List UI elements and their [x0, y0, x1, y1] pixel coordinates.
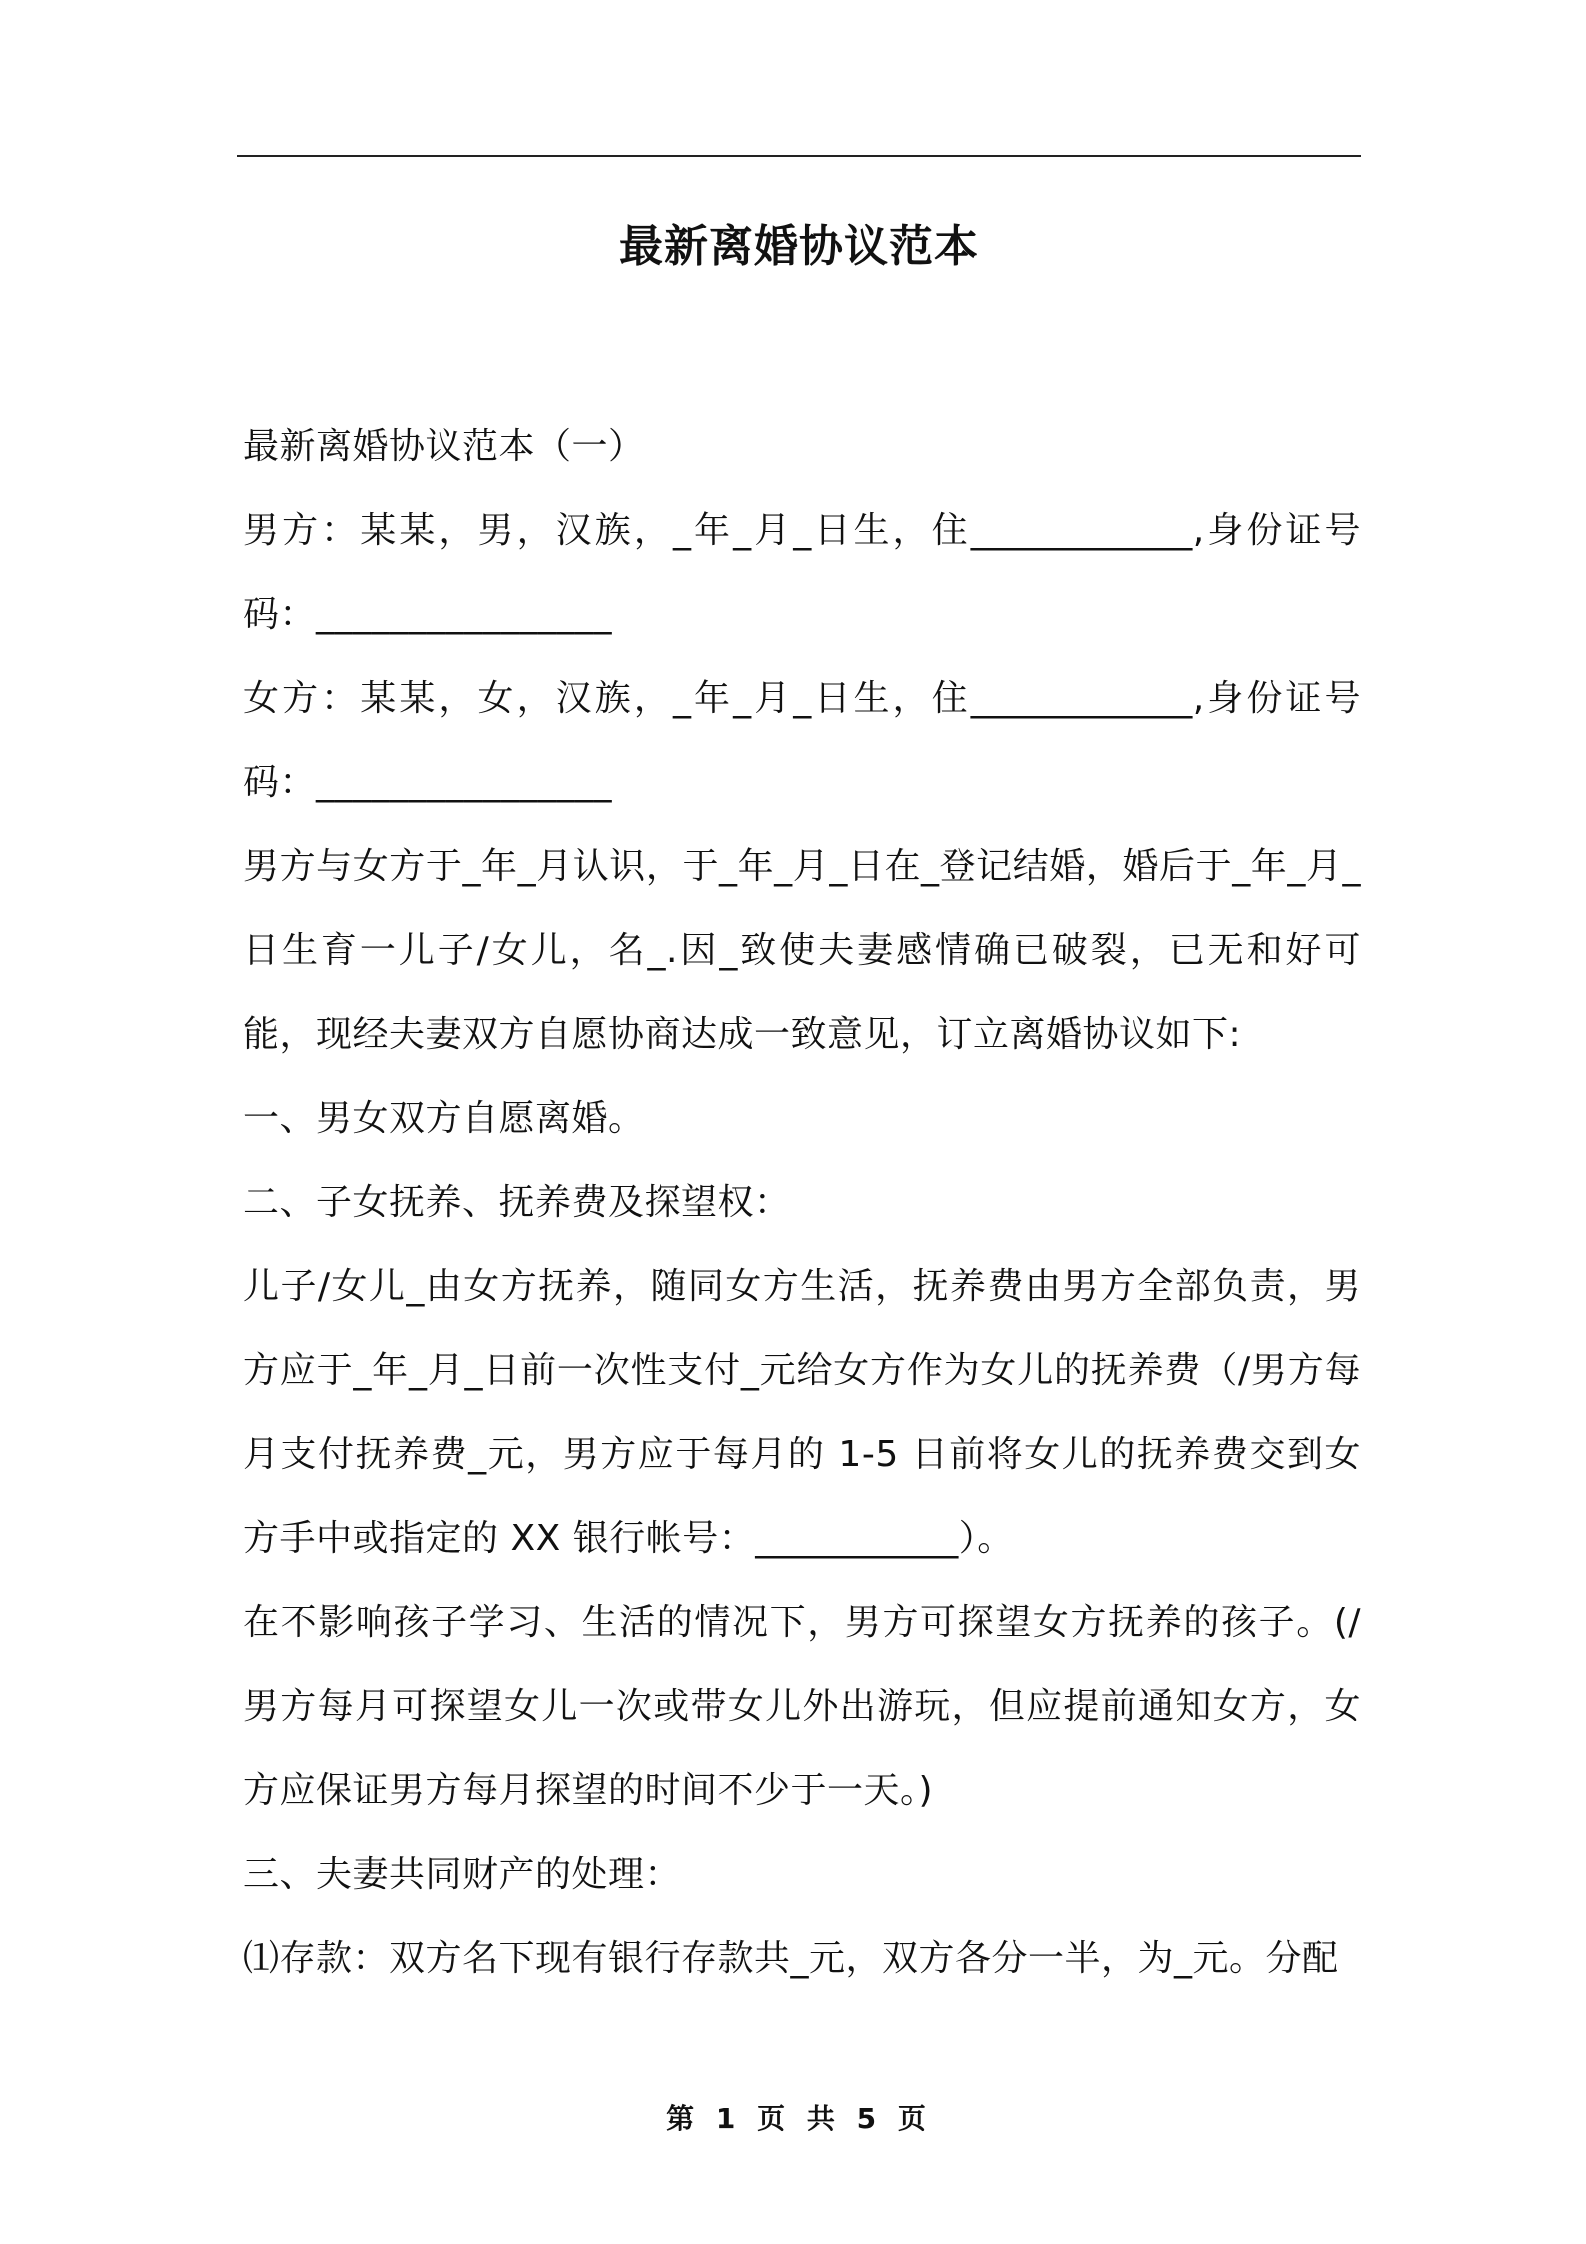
header-divider	[237, 155, 1361, 157]
paragraph-female-party: 女方：某某，女，汉族，_年_月_日生，住____________,身份证号码：________________	[243, 678, 1361, 803]
page-number: 第 1 页 共 5 页	[666, 2102, 932, 2135]
section-heading: 最新离婚协议范本（一）	[243, 426, 645, 467]
paragraph-savings: ⑴存款：双方名下现有银行存款共_元，双方各分一半，为_元。分配	[243, 1938, 1339, 1979]
paragraph-male-party: 男方：某某，男，汉族，_年_月_日生，住____________,身份证号码：________________	[243, 510, 1361, 635]
paragraph-visitation: 在不影响孩子学习、生活的情况下，男方可探望女方抚养的孩子。(/男方每月可探望女儿一次或带女儿外出游玩，但应提前通知女方，女方应保证男方每月探望的时间不少于一天。)	[243, 1602, 1361, 1811]
document-body	[243, 405, 1361, 2001]
clause-one: 一、男女双方自愿离婚。	[243, 1098, 645, 1139]
paragraph-preamble: 男方与女方于_年_月认识，于_年_月_日在_登记结婚，婚后于_年_月_日生育一儿子/女儿，名_.因_致使夫妻感情确已破裂，已无和好可能，现经夫妻双方自愿协商达成一致意见，订立离婚协议如下:	[243, 846, 1361, 1055]
paragraph-child-support: 儿子/女儿_由女方抚养，随同女方生活，抚养费由男方全部负责，男方应于_年_月_日前一次性支付_元给女方作为女儿的抚养费（/男方每月支付抚养费_元，男方应于每月的 1-5 日前将女儿的抚养费交到女方手中或指定的 XX 银行帐号：___________）。	[243, 1266, 1361, 1559]
clause-three-heading: 三、夫妻共同财产的处理：	[243, 1854, 682, 1895]
document-title: 最新离婚协议范本	[619, 221, 979, 272]
clause-two-heading: 二、子女抚养、抚养费及探望权：	[243, 1182, 791, 1223]
